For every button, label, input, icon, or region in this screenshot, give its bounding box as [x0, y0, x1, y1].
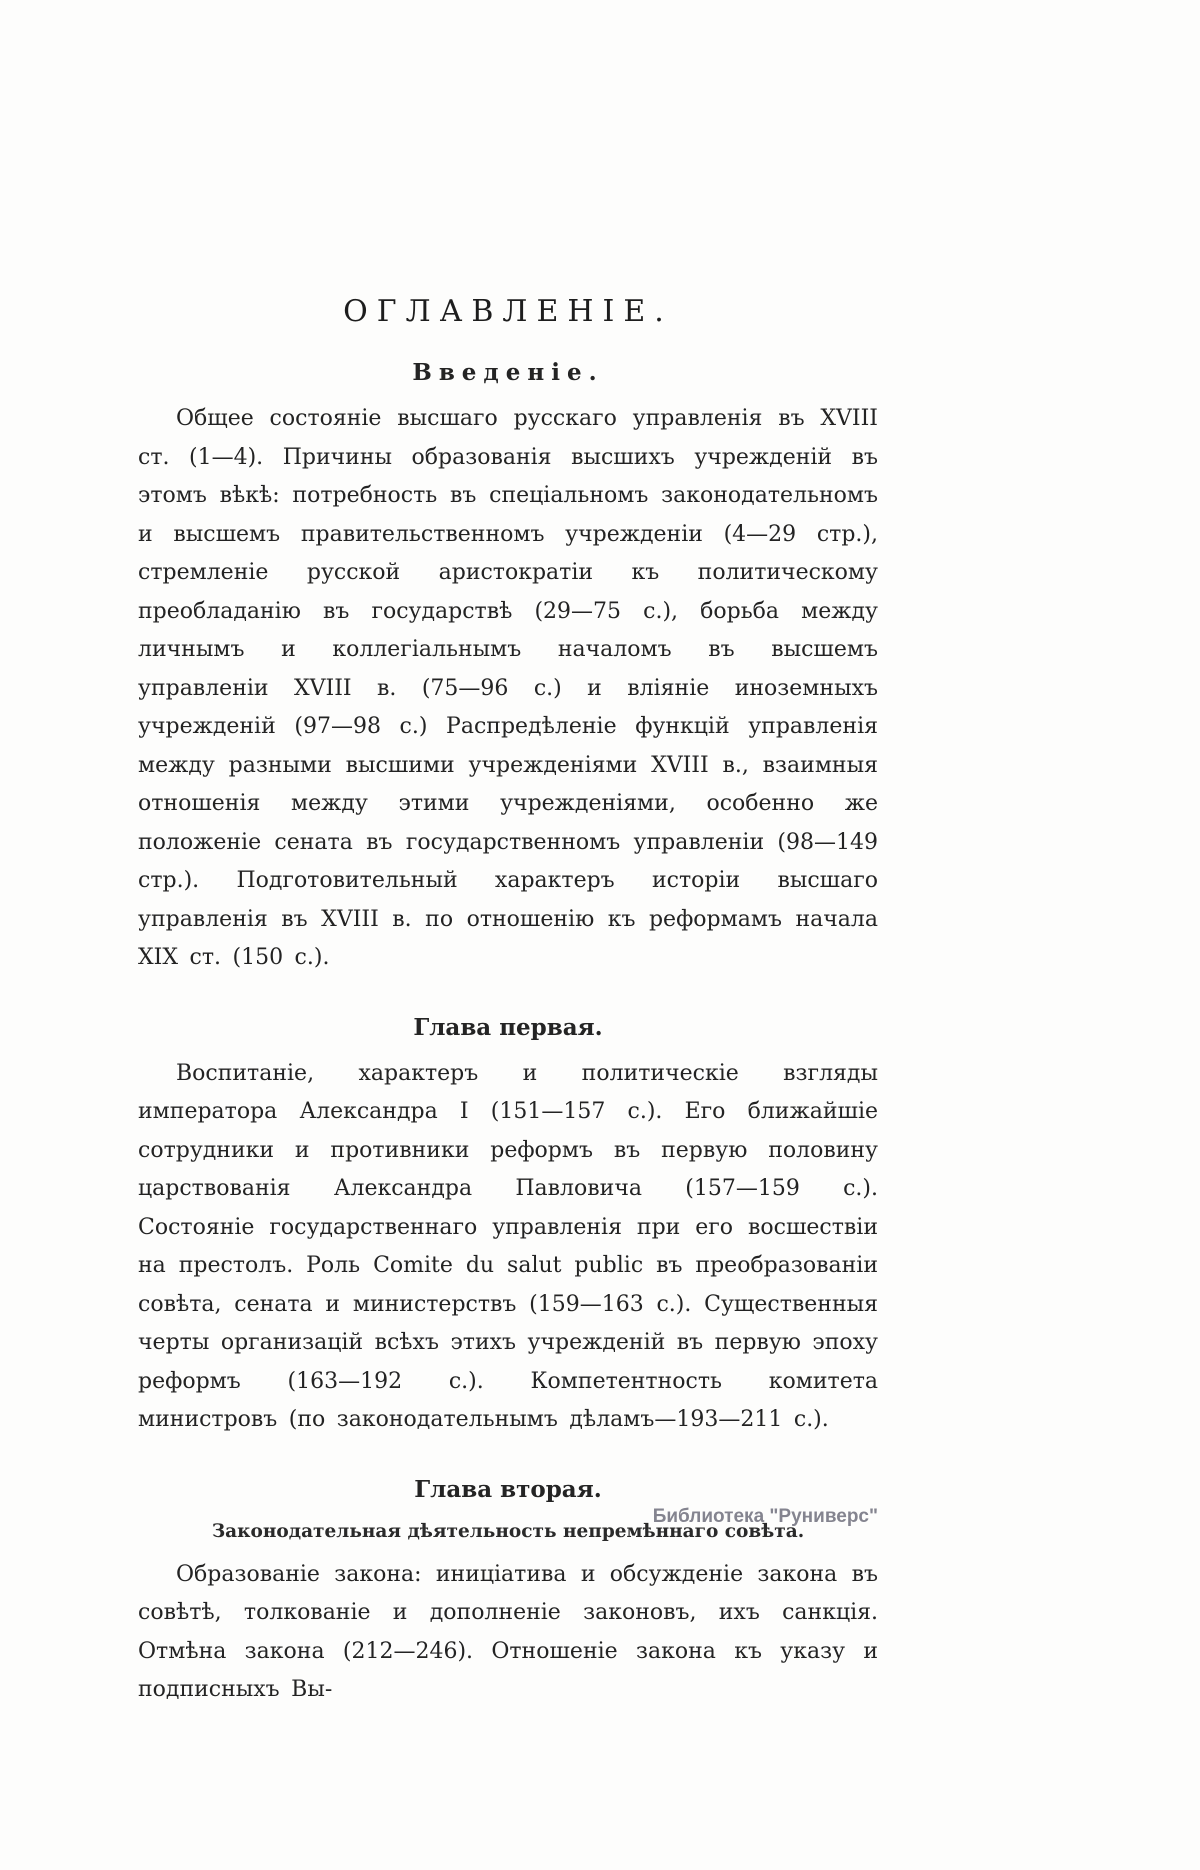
page-title: ОГЛАВЛЕНІЕ.: [343, 294, 673, 329]
section-chapter-one: [138, 1014, 878, 1440]
section-introduction: [138, 359, 878, 978]
chapter-one-heading: Глава первая.: [413, 1013, 603, 1041]
library-watermark: Библиотека "Руниверс": [652, 1506, 878, 1527]
chapter-two-heading: Глава вторая.: [414, 1475, 602, 1503]
introduction-heading: Введеніе.: [412, 359, 604, 386]
chapter-two-subheading: Законодательная дѣятельность непремѣннаго совѣта.: [211, 1520, 805, 1542]
chapter-one-paragraph: Воспитаніе, характеръ и политическіе взгляды императора Александра I (151—157 с.). Его ближайшіе сотрудники и противники реформъ въ первую половину царствованія Александра Павловича (157—159 с.). Состояніе государственнаго управленія при его восшествіи на престолъ. Роль Comite du salut public въ преобразованіи совѣта, сената и министерствъ (159—163 с.). Существенныя черты организацій всѣхъ этихъ учрежденій въ первую эпоху реформъ (163—192 с.). Компетентность комитета министровъ (по законодательнымъ дѣламъ—193—211 с.).: [138, 1060, 878, 1432]
introduction-paragraph: Общее состояніе высшаго русскаго управленія въ XVIII ст. (1—4). Причины образованія высшихъ учрежденій въ этомъ вѣкѣ: потребность въ спеціальномъ законодательномъ и высшемъ правительственномъ учрежденіи (4—29 стр.), стремленіе русской аристократіи къ политическому преобладанію въ государствѣ (29—75 с.), борьба между личнымъ и коллегіальнымъ началомъ въ высшемъ управленіи XVIII в. (75—96 с.) и вліяніе иноземныхъ учрежденій (97—98 с.) Распредѣленіе функцій управленія между разными высшими учрежденіями XVIII в., взаимныя отношенія между этими учрежденіями, особенно же положеніе сената въ государственномъ управленіи (98—149 стр.). Подготовительный характеръ исторіи высшаго управленія въ XVIII в. по отношенію къ реформамъ начала XIX ст. (150 с.).: [138, 406, 878, 970]
chapter-two-paragraph: Образованіе закона: иниціатива и обсужденіе закона въ совѣтѣ, толкованіе и дополненіе законовъ, ихъ санкція. Отмѣна закона (212—246). Отношеніе закона къ указу и подписныхъ Вы-: [138, 1561, 878, 1702]
toc-content: [138, 294, 878, 1710]
